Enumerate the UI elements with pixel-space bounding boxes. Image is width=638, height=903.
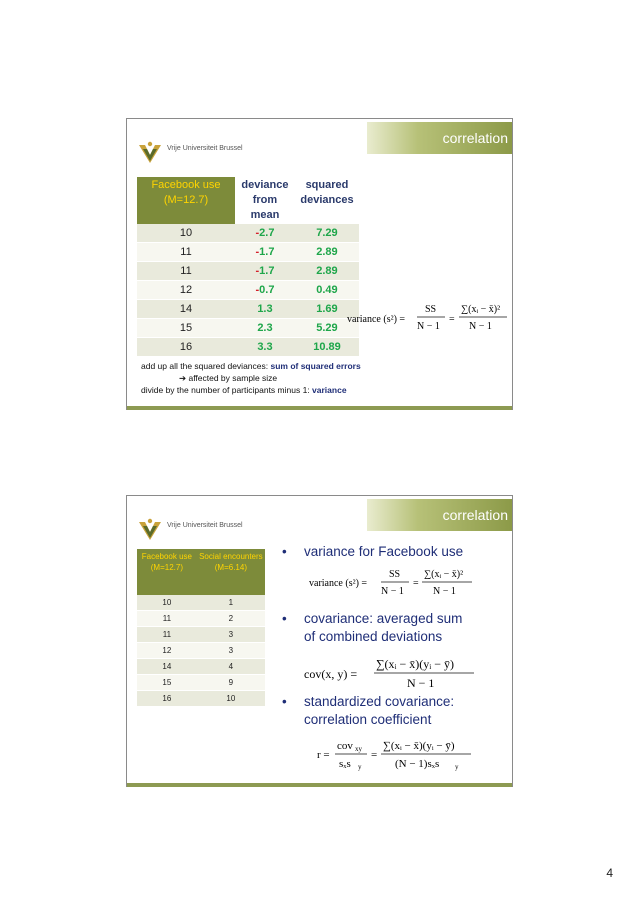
cell-deviance: -1.7 (235, 243, 295, 262)
table-row (137, 643, 265, 659)
svg-text:variance (s²) =: variance (s²) = (347, 314, 406, 325)
cell-social-encounters: 3 (197, 627, 265, 643)
cell-squared-deviance: 2.89 (295, 262, 359, 281)
table-row (137, 243, 359, 262)
header-facebook-use: Facebook use (M=12.7) (137, 177, 235, 224)
table-row (137, 627, 265, 643)
cell-facebook-use: 11 (137, 627, 197, 643)
header-squared-deviances: squared deviances (295, 177, 359, 224)
cell-deviance: 1.3 (235, 300, 295, 319)
table-header-row (137, 549, 265, 595)
table-row (137, 300, 359, 319)
svg-text:∑(xᵢ − x̄)²: ∑(xᵢ − x̄)² (424, 569, 464, 580)
svg-text:sₓs: sₓs (339, 758, 351, 770)
cell-facebook-use: 10 (137, 595, 197, 611)
vub-emblem-icon (137, 141, 163, 165)
note-line-1: add up all the squared deviances: sum of squared errors (141, 361, 361, 371)
table-row (137, 691, 265, 707)
cell-facebook-use: 11 (137, 243, 235, 262)
cell-deviance: -1.7 (235, 262, 295, 281)
cell-social-encounters: 9 (197, 675, 265, 691)
title-banner (367, 499, 512, 531)
svg-text:∑(xᵢ − x̄)(yᵢ − ȳ): ∑(xᵢ − x̄)(yᵢ − ȳ) (376, 657, 454, 671)
table-row (137, 262, 359, 281)
svg-text:=: = (449, 314, 455, 325)
vub-emblem-icon (137, 518, 163, 542)
cell-facebook-use: 12 (137, 281, 235, 300)
cell-facebook-use: 15 (137, 675, 197, 691)
svg-text:N − 1: N − 1 (381, 586, 404, 597)
slide-variance (126, 118, 513, 410)
table-row (137, 319, 359, 338)
covariance-formula (302, 653, 482, 695)
logo-text: Vrije Universiteit Brussel (167, 145, 243, 152)
cell-social-encounters: 10 (197, 691, 265, 707)
svg-text:xy: xy (355, 745, 362, 753)
svg-text:y: y (455, 763, 459, 771)
svg-text:N − 1: N − 1 (433, 586, 456, 597)
svg-text:variance (s²) =: variance (s²) = (309, 578, 368, 589)
svg-text:N − 1: N − 1 (469, 321, 492, 332)
vub-logo (137, 518, 257, 544)
svg-text:=: = (413, 578, 419, 589)
cell-deviance: 3.3 (235, 338, 295, 357)
note-line-2: ➔ affected by sample size (179, 373, 278, 383)
cell-social-encounters: 1 (197, 595, 265, 611)
cell-facebook-use: 10 (137, 224, 235, 243)
cell-facebook-use: 16 (137, 338, 235, 357)
cell-facebook-use: 12 (137, 643, 197, 659)
logo-text: Vrije Universiteit Brussel (167, 522, 243, 529)
facebook-social-table (137, 549, 265, 707)
page-number: 4 (606, 866, 613, 880)
header-deviance: deviance from mean (235, 177, 295, 224)
cell-facebook-use: 11 (137, 262, 235, 281)
slide-covariance: correlation Vrije Universiteit Brussel Facebook use (M=12.7) Social encounters (M=6.14) 10 1 11 2 11 3 12 3 14 4 15 9 16 10 • variance for Facebook use variance (s²) = SS N − 1 = ∑(xᵢ − x̄)² N − 1 • covariance: averaged sum of combined deviations cov(x, y) = ∑(xᵢ − x̄)(yᵢ − ȳ) N − 1 • standardized covariance: correlation coefficient r = cov xy sₓs y = ∑(xᵢ − x̄)(yᵢ − ȳ) (N − 1)sₓs y (126, 495, 513, 787)
header-facebook-use: Facebook use (M=12.7) (137, 549, 197, 595)
slide-title: correlation (442, 130, 508, 146)
title-banner (367, 122, 512, 154)
cell-facebook-use: 14 (137, 659, 197, 675)
cell-deviance: -0.7 (235, 281, 295, 300)
cell-squared-deviance: 5.29 (295, 319, 359, 338)
svg-text:N − 1: N − 1 (407, 676, 435, 690)
table-row (137, 281, 359, 300)
table-row (137, 611, 265, 627)
slide-title: correlation (442, 507, 508, 523)
variance-formula (345, 295, 510, 339)
cell-squared-deviance: 7.29 (295, 224, 359, 243)
cell-social-encounters: 2 (197, 611, 265, 627)
cell-squared-deviance: 10.89 (295, 338, 359, 357)
cell-squared-deviance: 1.69 (295, 300, 359, 319)
table-row (137, 224, 359, 243)
cell-squared-deviance: 2.89 (295, 243, 359, 262)
cell-facebook-use: 16 (137, 691, 197, 707)
cell-facebook-use: 15 (137, 319, 235, 338)
svg-text:∑(xᵢ − x̄)²: ∑(xᵢ − x̄)² (461, 304, 501, 315)
svg-text:cov(x, y) =: cov(x, y) = (304, 667, 358, 681)
cell-social-encounters: 3 (197, 643, 265, 659)
deviance-table (137, 177, 359, 357)
cell-squared-deviance: 0.49 (295, 281, 359, 300)
cell-facebook-use: 14 (137, 300, 235, 319)
cell-facebook-use: 11 (137, 611, 197, 627)
table-header-row (137, 177, 359, 224)
svg-text:∑(xᵢ − x̄)(yᵢ − ȳ): ∑(xᵢ − x̄)(yᵢ − ȳ) (383, 740, 455, 752)
table-row (137, 595, 265, 611)
variance-formula (307, 563, 477, 603)
svg-text:cov: cov (337, 740, 353, 752)
svg-text:SS: SS (389, 569, 401, 580)
table-row (137, 338, 359, 357)
table-row (137, 659, 265, 675)
svg-text:=: = (371, 749, 378, 761)
correlation-formula (315, 736, 475, 776)
cell-deviance: 2.3 (235, 319, 295, 338)
table-row (137, 675, 265, 691)
notes (141, 360, 361, 396)
cell-deviance: -2.7 (235, 224, 295, 243)
vub-logo (137, 141, 257, 167)
svg-text:N − 1: N − 1 (417, 321, 440, 332)
svg-text:(N − 1)sₓs: (N − 1)sₓs (395, 758, 440, 770)
header-social-encounters: Social encounters (M=6.14) (197, 549, 265, 595)
svg-text:r =: r = (317, 749, 330, 761)
note-line-3: divide by the number of participants minus 1: variance (141, 385, 347, 395)
svg-text:y: y (358, 763, 362, 771)
cell-social-encounters: 4 (197, 659, 265, 675)
svg-text:SS: SS (425, 304, 437, 315)
